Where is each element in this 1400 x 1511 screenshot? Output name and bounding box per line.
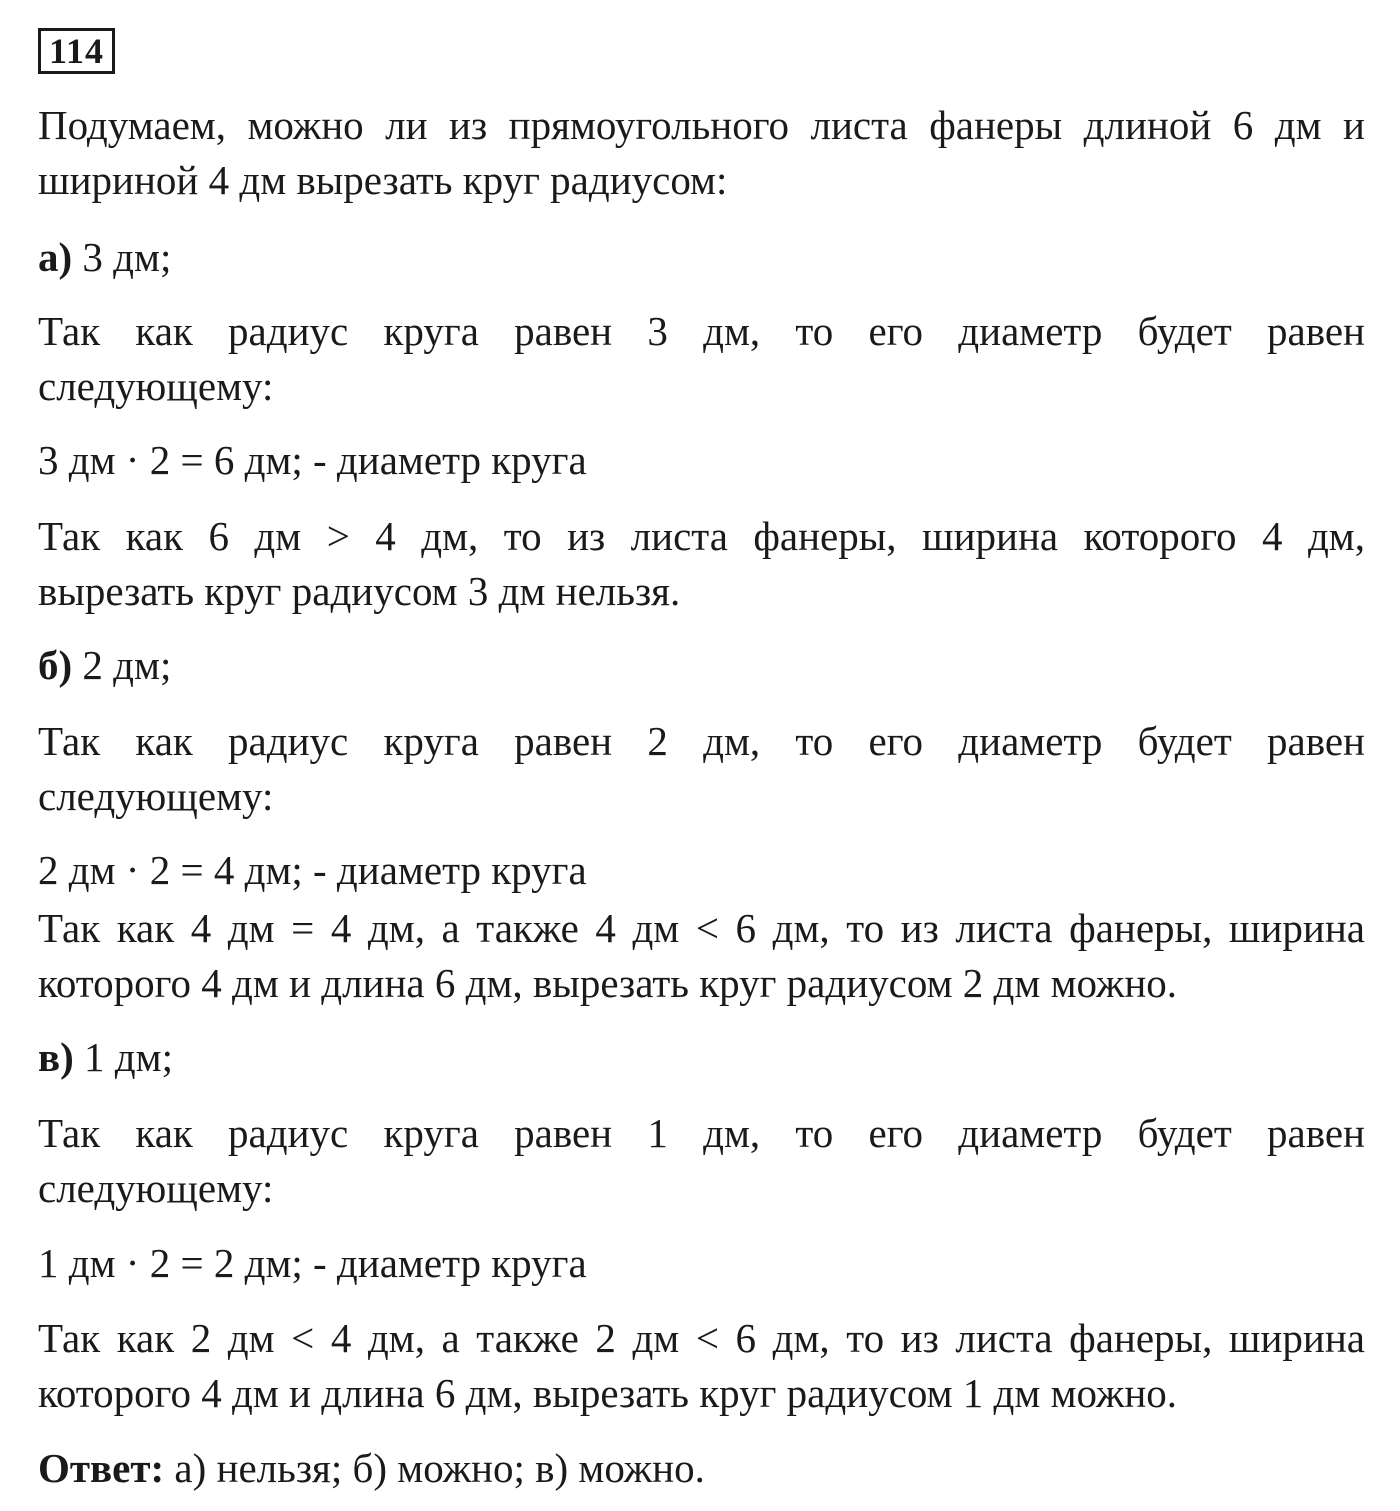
part-b-formula: 2 дм · 2 = 4 дм; - диаметр круга xyxy=(38,847,587,893)
answer-label: Ответ: xyxy=(38,1445,165,1491)
part-a-conclusion-line-1: Так как 6 дм > 4 дм, то из листа фанеры, ширина которого 4 дм, xyxy=(38,513,1365,559)
part-a-value: 3 дм; xyxy=(82,234,172,280)
part-a-explain-line-2: следующему: xyxy=(38,363,274,409)
part-c-explain-line-2: следующему: xyxy=(38,1165,274,1211)
part-a-conclusion-line-2: вырезать круг радиусом 3 дм нельзя. xyxy=(38,568,681,614)
part-a-heading xyxy=(38,230,1365,285)
part-a-formula-block xyxy=(38,433,1365,488)
part-a-explanation xyxy=(38,304,1365,414)
part-a-formula: 3 дм · 2 = 6 дм; - диаметр круга xyxy=(38,437,587,483)
part-c-heading xyxy=(38,1030,1365,1085)
part-b-explain-line-1: Так как радиус круга равен 2 дм, то его диаметр будет равен xyxy=(38,718,1365,764)
part-c-explain-line-1: Так как радиус круга равен 1 дм, то его диаметр будет равен xyxy=(38,1110,1365,1156)
part-b-explanation xyxy=(38,714,1365,824)
part-b-heading xyxy=(38,638,1365,693)
part-b-conclusion-line-1: Так как 4 дм = 4 дм, а также 4 дм < 6 дм, то из листа фанеры, ширина xyxy=(38,905,1365,951)
part-a-label: а) xyxy=(38,234,73,280)
intro-paragraph xyxy=(38,98,1365,208)
part-a-conclusion xyxy=(38,509,1365,619)
part-c-formula: 1 дм · 2 = 2 дм; - диаметр круга xyxy=(38,1240,587,1286)
part-c-explanation xyxy=(38,1106,1365,1216)
part-a-explain-line-1: Так как радиус круга равен 3 дм, то его диаметр будет равен xyxy=(38,308,1365,354)
part-c-label: в) xyxy=(38,1034,74,1080)
intro-line-1: Подумаем, можно ли из прямоугольного листа фанеры длиной 6 дм и xyxy=(38,102,1365,148)
part-b-label: б) xyxy=(38,642,73,688)
part-b-conclusion-line-2: которого 4 дм и длина 6 дм, вырезать круг радиусом 2 дм можно. xyxy=(38,960,1178,1006)
task-number-box xyxy=(38,28,115,74)
part-b-value: 2 дм; xyxy=(82,642,172,688)
part-c-value: 1 дм; xyxy=(84,1034,173,1080)
part-c-conclusion xyxy=(38,1311,1365,1421)
part-b-conclusion xyxy=(38,901,1365,1011)
part-c-formula-block xyxy=(38,1236,1365,1291)
intro-line-2: шириной 4 дм вырезать круг радиусом: xyxy=(38,157,728,203)
part-c-conclusion-line-2: которого 4 дм и длина 6 дм, вырезать круг радиусом 1 дм можно. xyxy=(38,1370,1178,1416)
part-b-explain-line-2: следующему: xyxy=(38,773,274,819)
part-b-formula-block xyxy=(38,843,1365,898)
task-number: 114 xyxy=(49,31,105,71)
part-c-conclusion-line-1: Так как 2 дм < 4 дм, а также 2 дм < 6 дм, то из листа фанеры, ширина xyxy=(38,1315,1365,1361)
answer-text: а) нельзя; б) можно; в) можно. xyxy=(174,1445,705,1491)
answer-block xyxy=(38,1441,1365,1496)
